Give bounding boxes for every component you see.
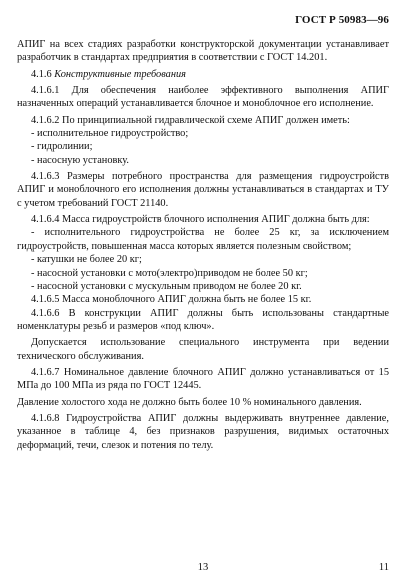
list-item: - насосную установку. xyxy=(31,154,129,166)
page-number-center: 13 xyxy=(197,562,209,573)
clause: 4.1.6.3 Размеры потребного пространства для размещения гидроустройств АПИГ и моноблочного его исполнения должны устанавливаться в стандартах и ТУ с учетом требований ГОСТ 21140. xyxy=(17,171,389,209)
clause: 4.1.6.8 Гидроустройства АПИГ должны выдерживать внутреннее давление, указанное в таблице 4, без признаков разрушения, видимых остаточных деформаций, течи, слезок и потения по телу. xyxy=(17,412,389,451)
list-item: - гидролинии; xyxy=(31,141,93,153)
section-heading xyxy=(17,68,389,81)
list-item: - исполнительное гидроустройство; xyxy=(31,128,189,140)
list-item: - насосной установки с мускульным приводом не более 20 кг. xyxy=(31,280,302,292)
list-item: - насосной установки с мото(электро)приводом не более 50 кг; xyxy=(31,267,308,279)
document-body xyxy=(17,38,389,452)
clause: 4.1.6.7 Номинальное давление блочного АПИГ должно устанавливаться от 15 МПа до 100 МПа из ряда по ГОСТ 12445. xyxy=(17,366,389,392)
standard-header: ГОСТ Р 50983—96 xyxy=(295,14,389,26)
clause: 4.1.6.5 Масса моноблочного АПИГ должна быть не более 15 кг. xyxy=(31,294,312,306)
section-number: 4.1.6 xyxy=(31,68,52,80)
paragraph: Допускается использование специального инструмента при ведении технического обслуживания. xyxy=(17,337,389,362)
clause: 4.1.6.4 Масса гидроустройств блочного исполнения АПИГ должна быть для: xyxy=(31,214,370,226)
paragraph: Давление холостого хода не должно быть более 10 % номинального давления. xyxy=(17,396,362,408)
paragraph: АПИГ на всех стадиях разработки конструкторской документации устанавливает разработчик в стандартах предприятия в соответствии с ГОСТ 14.201. xyxy=(17,39,389,64)
clause: 4.1.6.6 В конструкции АПИГ должны быть использованы стандартные номенклатуры резьб и размеров «под ключ». xyxy=(17,307,389,332)
list-item: - исполнительного гидроустройства не более 25 кг, за исключением гидроустройств, повышенная масса которых является полезным свойством; xyxy=(17,227,389,252)
list-item: - катушки не более 20 кг; xyxy=(31,254,142,266)
page-number-right: 11 xyxy=(378,562,389,573)
section-title: Конструктивные требования xyxy=(54,68,186,80)
clause: 4.1.6.2 По принципиальной гидравлической схеме АПИГ должен иметь: xyxy=(31,114,350,126)
clause: 4.1.6.1 Для обеспечения наиболее эффективного выполнения АПИГ назначенных операций устанавливается блочное и моноблочное его исполнение. xyxy=(17,85,389,110)
